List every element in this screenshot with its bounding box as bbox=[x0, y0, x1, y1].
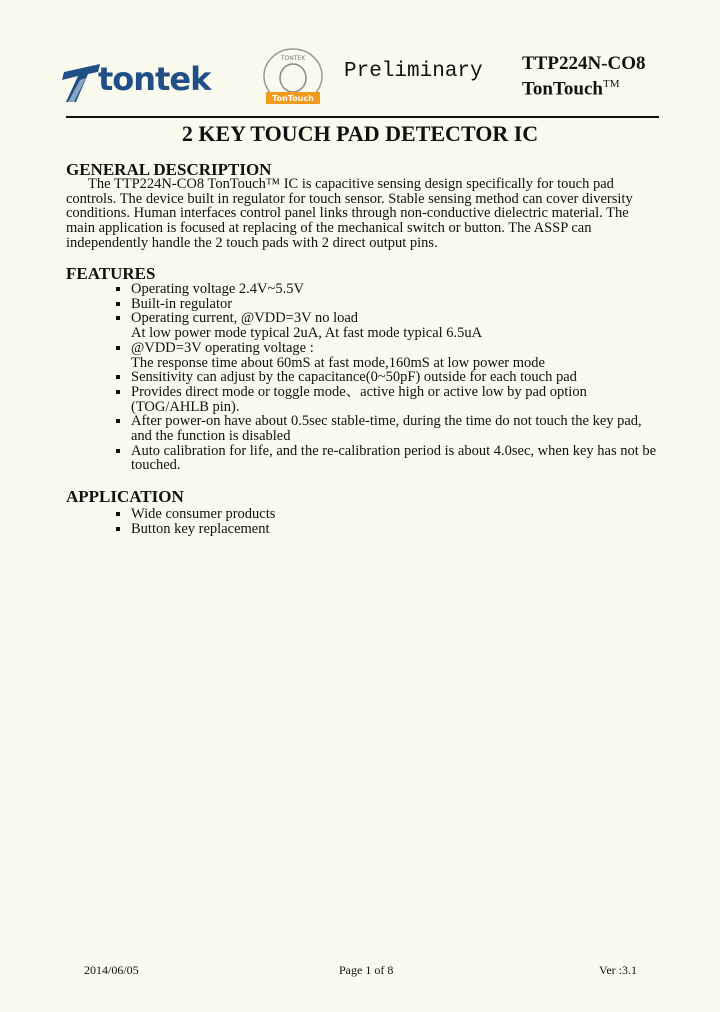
feature-line: The response time about 60mS at fast mode,160mS at low power mode bbox=[131, 354, 545, 371]
list-item bbox=[116, 297, 666, 312]
svg-text:TonTouch: TonTouch bbox=[272, 94, 314, 103]
trademark: TM bbox=[603, 78, 620, 90]
feature-line: touched. bbox=[131, 457, 181, 474]
feature-line: and the function is disabled bbox=[131, 428, 291, 445]
feature-line: Operating voltage 2.4V~5.5V bbox=[131, 281, 304, 297]
desc-line: main application is focused at replacing of the mechanical switch or button. The ASSP can bbox=[66, 220, 592, 237]
list-item bbox=[116, 370, 666, 385]
tontouch-seal-icon bbox=[262, 48, 324, 108]
svg-text:TONTEK: TONTEK bbox=[280, 55, 306, 62]
list-item bbox=[116, 311, 666, 340]
feature-line: Operating current, @VDD=3V no load bbox=[131, 310, 359, 327]
footer-version: Ver :3.1 bbox=[599, 963, 637, 977]
desc-line: independently handle the 2 touch pads with 2 direct output pins. bbox=[66, 234, 438, 251]
general-description-heading: GENERAL DESCRIPTION bbox=[66, 160, 272, 179]
footer-page: Page 1 of 8 bbox=[339, 963, 394, 977]
list-item bbox=[116, 444, 666, 473]
list-item bbox=[116, 414, 666, 443]
desc-line: controls. The device built in regulator for touch sensor. Stable sensing method can cover diversity bbox=[66, 190, 633, 207]
general-description bbox=[66, 177, 666, 251]
feature-line: (TOG/AHLB pin). bbox=[131, 398, 240, 415]
feature-line: After power-on have about 0.5sec stable-time, during the time do not touch the key pad, bbox=[131, 413, 642, 430]
part-number: TTP224N-CO8 bbox=[522, 53, 646, 74]
application-list bbox=[116, 507, 616, 536]
feature-line: Auto calibration for life, and the re-calibration period is about 4.0sec, when key has not be bbox=[131, 442, 657, 459]
list-item bbox=[116, 385, 666, 414]
list-item: Button key replacement bbox=[116, 522, 616, 537]
product-name: TonTouch bbox=[522, 78, 603, 100]
footer-date: 2014/06/05 bbox=[84, 963, 139, 977]
part-number-block bbox=[522, 53, 646, 99]
features-heading: FEATURES bbox=[66, 264, 156, 283]
feature-line: At low power mode typical 2uA, At fast mode typical 6.5uA bbox=[131, 325, 483, 342]
desc-line: conditions. Human interfaces control panel links through non-conductive dielectric material. The bbox=[66, 205, 629, 222]
feature-line: Sensitivity can adjust by the capacitance(0~50pF) outside for each touch pad bbox=[131, 369, 577, 386]
feature-line: Provides direct mode or toggle mode、active high or active low by pad option bbox=[131, 383, 587, 400]
desc-line: The TTP224N-CO8 TonTouch™ IC is capacitive sensing design specifically for touch pad bbox=[88, 176, 614, 192]
document-title: 2 KEY TOUCH PAD DETECTOR IC bbox=[181, 121, 539, 146]
list-item bbox=[116, 282, 666, 297]
list-item bbox=[116, 341, 666, 370]
feature-line: Built-in regulator bbox=[131, 295, 233, 312]
header-divider bbox=[66, 116, 659, 118]
preliminary-label: Preliminary bbox=[344, 60, 483, 83]
list-item: Wide consumer products bbox=[116, 507, 616, 522]
brand-name: tontek bbox=[98, 60, 211, 98]
application-heading: APPLICATION bbox=[66, 487, 184, 506]
features-list bbox=[116, 282, 666, 473]
feature-line: @VDD=3V operating voltage : bbox=[131, 339, 314, 356]
